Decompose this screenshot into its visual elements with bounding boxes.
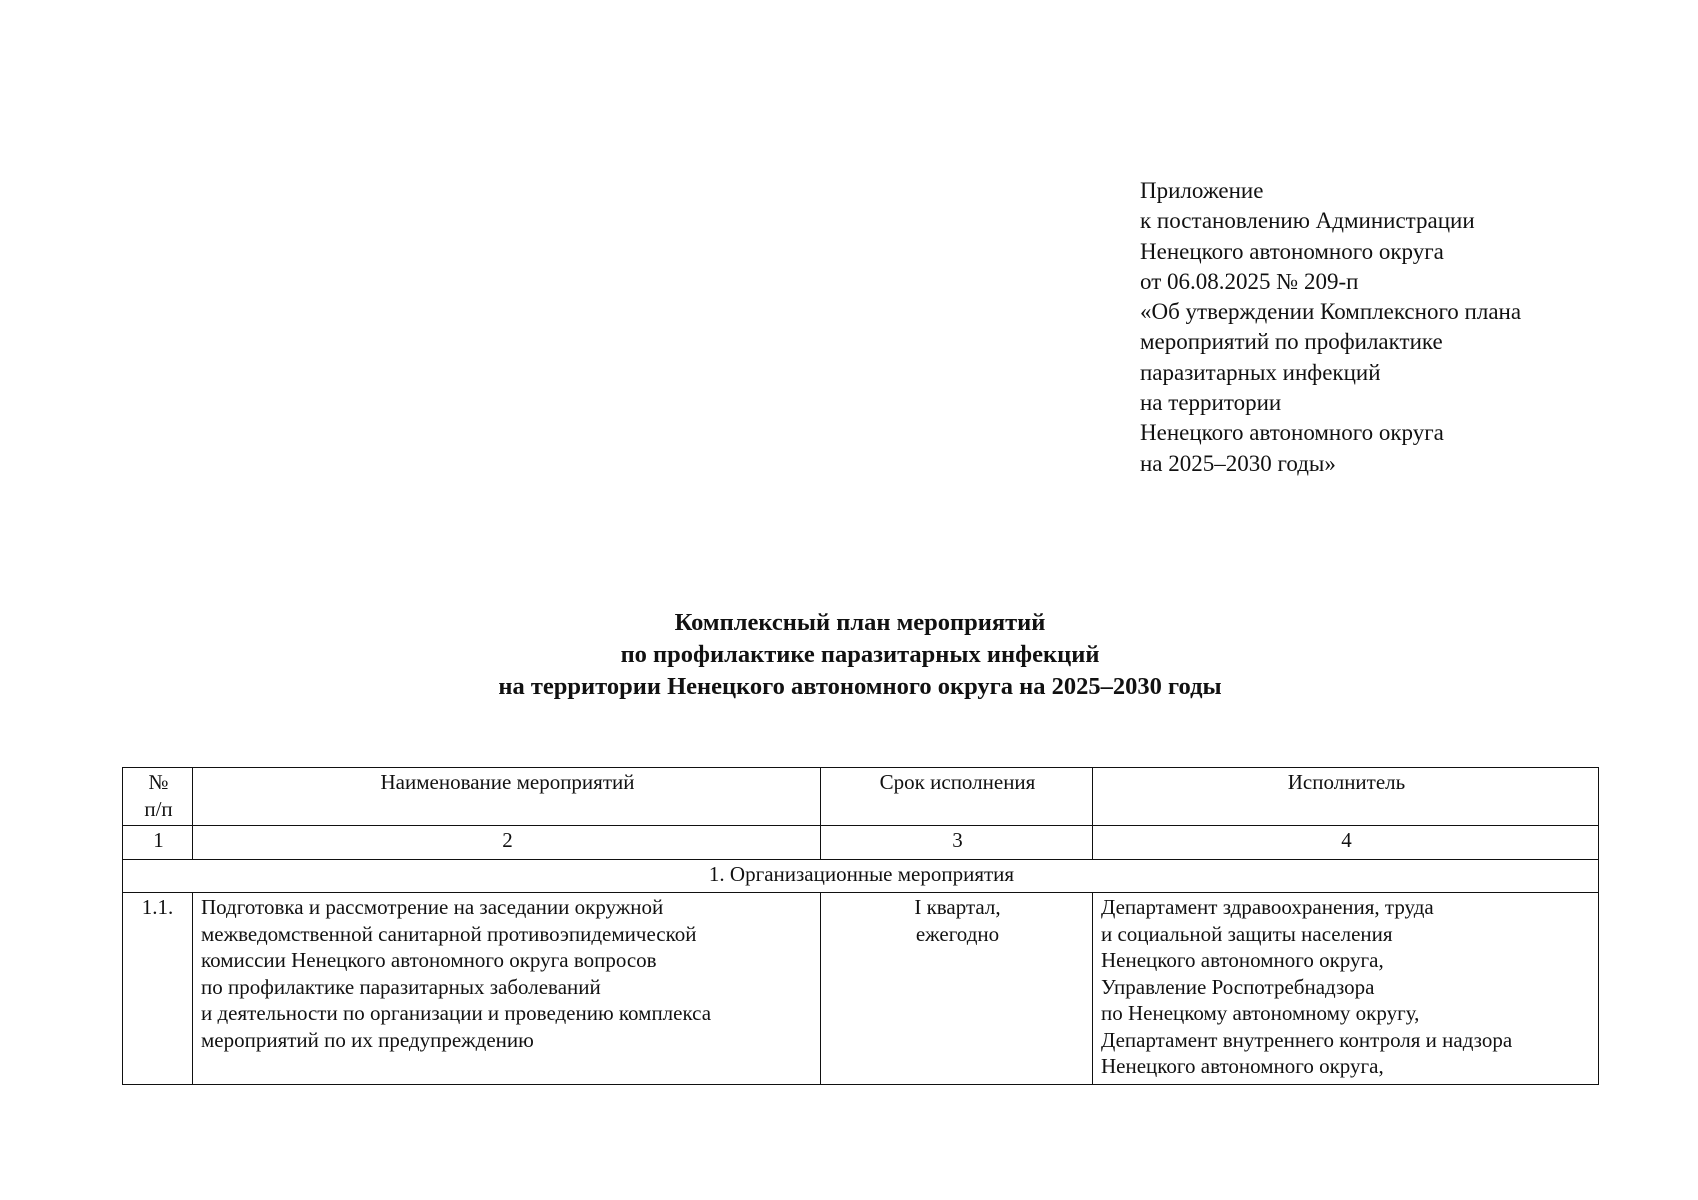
row-executor-line: и социальной защиты населения [1101,921,1393,946]
row-name-line: Подготовка и рассмотрение на заседании окружной [201,895,664,919]
appendix-line: к постановлению Администрации [1140,208,1475,234]
header-executor: Исполнитель [1093,768,1599,826]
row-number: 1.1. [123,893,193,1085]
appendix-line: Ненецкого автономного округа [1140,420,1444,446]
row-name-line: и деятельности по организации и проведению комплекса [201,1001,712,1025]
row-executor [1093,893,1599,1085]
row-executor-line: Департамент здравоохранения, труда [1101,895,1434,919]
appendix-line: Приложение [1140,178,1264,203]
plan-table [122,767,1599,1085]
plan-title-line: Комплексный план мероприятий [674,609,1046,636]
table-header-row [123,768,1599,826]
table-row [123,893,1599,1085]
header-number-line2: п/п [144,797,173,821]
row-executor-line: Департамент внутреннего контроля и надзора [1101,1027,1513,1052]
row-name-line: комиссии Ненецкого автономного округа вопросов [201,948,657,972]
appendix-line: мероприятий по профилактике [1140,329,1443,355]
appendix-block [1140,176,1680,479]
plan-title-line: по профилактике паразитарных инфекций [620,641,1100,668]
row-executor-line: Управление Роспотребнадзора [1101,974,1375,999]
plan-title [120,607,1600,703]
row-executor-line: Ненецкого автономного округа, [1101,948,1384,972]
index-cell: 2 [193,826,821,860]
row-term-line: ежегодно [915,921,1000,946]
row-name-line: межведомственной санитарной противоэпидемической [201,921,697,946]
header-number-line1: № [148,770,169,794]
appendix-line: на территории [1140,390,1282,416]
index-cell: 3 [821,826,1093,860]
header-number [123,768,193,826]
section-row [123,860,1599,893]
header-name: Наименование мероприятий [193,768,821,826]
index-cell: 4 [1093,826,1599,860]
index-cell: 1 [123,826,193,860]
appendix-line: на 2025–2030 годы» [1140,450,1336,476]
appendix-line: паразитарных инфекций [1140,359,1381,385]
row-executor-line: Ненецкого автономного округа, [1101,1054,1384,1078]
row-term-line: I квартал, [914,895,1001,919]
row-executor-line: по Ненецкому автономному округу, [1101,1001,1420,1025]
plan-title-line: на территории Ненецкого автономного округа на 2025–2030 годы [498,673,1222,700]
row-name [193,893,821,1085]
row-term [821,893,1093,1085]
appendix-line: от 06.08.2025 № 209-п [1140,268,1359,294]
section-title: 1. Организационные мероприятия [123,860,1599,893]
row-name-line: мероприятий по их предупреждению [201,1027,534,1052]
table-index-row [123,826,1599,860]
row-name-line: по профилактике паразитарных заболеваний [201,974,601,999]
appendix-line: «Об утверждении Комплексного плана [1140,299,1522,325]
appendix-line: Ненецкого автономного округа [1140,238,1444,264]
header-term: Срок исполнения [821,768,1093,826]
